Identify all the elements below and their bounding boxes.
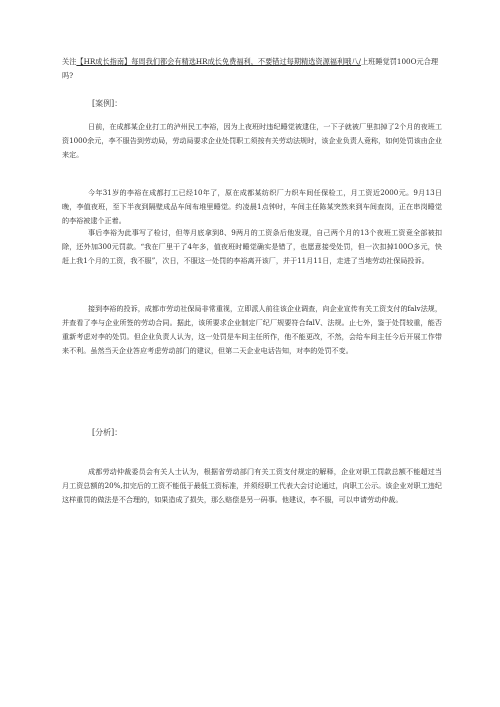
paragraph-3: 事后李裕为此事写了检讨，但等月底拿到8、9两月的工资条后他发现，自己两个月的13个夜班工资竟全部被扣除，还外加300元罚款。“我在厂里干了4年多，值夜班时睡觉确实是错了，也愿意接受处罚，但一次扣掉100O多元，快赶上我1个月的工资，我不服”，次日，不服这一处罚的李裕离开该厂，并于11月11日，走进了当地劳动社保局投诉。: [62, 228, 442, 265]
paragraph-4: 接到李裕的投诉，成都市劳动社保局非常重视，立即派人前往该企业调查，向企业宣传有关工资支付的falv法规，并查看了李与企业所签的劳动合同。据此，该所要求企业制定厂纪厂规要符合falV、法规。止七外，鉴于处罚较重，能否重新考虑对李的处罚。但企业负责人认为，这一处罚是车间主任所作，他不能更改，不然，会给车间主任今后开展工作带来不利。虽然当天企业答应考虑劳动部门的建议，但第二天企业电话告知，对李的处罚不变。: [62, 304, 442, 355]
case-label: [案例]：: [92, 99, 123, 108]
guide-link[interactable]: 【HR成长指南】每周我们都会有精选HR成长免费福利，不要错过每期精选资源福利哦八/: [76, 57, 361, 66]
paragraph-1: 日前，在成都某企业打工的泸州民工李裕，因为上夜班时违纪睡觉被逮住，一下子就被厂里扣掉了2个月的夜班工资1000余元，李不服告到劳动局，劳动局要求企业处罚职工须按有关劳动法规时，该企业负责人竟称，如何处罚该由企业来定。: [62, 122, 442, 159]
analysis-paragraph: 成都劳动仲裁委员会有关人士认为，根据省劳动部门有关工资支付规定的解释，企业对职工罚款总额不能超过当月工资总额的20%,扣完后的工资不能低于最低工资标准，并须经职工代表大会讨论通过，向职工公示。该企业对职工违纪这样重罚的做法是不合理的，如果造成了损失，那么赔偿是另一码事。他建议，李不服，可以申请劳动仲裁。: [62, 467, 442, 504]
header-line: [62, 55, 443, 83]
paragraph-2: 今年31岁的李裕在成都打工已经10年了，原在成都某纺织厂力织车间任保检工，月工资近2000元。9月13日晚，李值夜班，至下半夜到隔壁成品车间布堆里睡觉。约凌晨1点钟时，车间主任陈某突然来到车间查岗，正在串岗睡觉的李裕被逮个正着。: [62, 188, 442, 225]
header-prefix: 关注: [62, 57, 77, 66]
analysis-label: [分析]：: [92, 428, 123, 437]
article-title: 上班睡觉罚100O元合理吗?: [62, 57, 439, 80]
